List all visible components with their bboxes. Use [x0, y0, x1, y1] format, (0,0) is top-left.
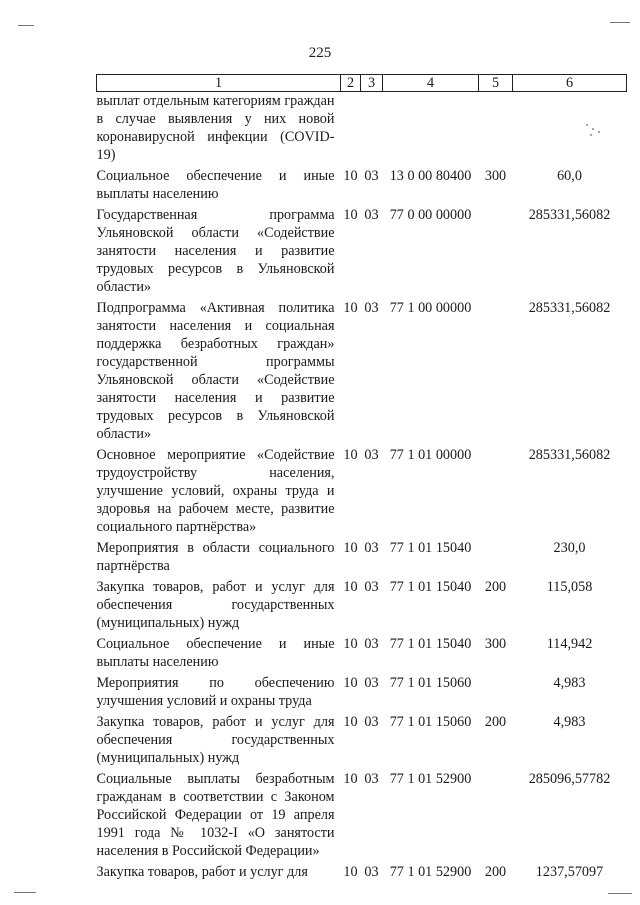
- row-subsection: 03: [364, 675, 379, 691]
- budget-table: [96, 74, 627, 884]
- table-row: [97, 578, 627, 635]
- row-subsection: 03: [364, 579, 379, 595]
- row-subsection: 03: [364, 864, 379, 880]
- row-expense-type: [479, 674, 513, 713]
- table-row: [97, 863, 627, 884]
- scan-artifact: [598, 131, 600, 133]
- row-section: 10: [343, 207, 358, 223]
- column-header-2: 2: [341, 75, 361, 92]
- row-section: 10: [343, 675, 358, 691]
- row-expense-type: 200: [484, 714, 507, 730]
- row-target-item: 77 1 01 52900: [389, 864, 472, 880]
- scan-artifact: [592, 128, 594, 130]
- row-amount: 285096,57782: [528, 771, 611, 787]
- row-name: Мероприятия в области социального партнёрства: [96, 540, 335, 574]
- row-target-item: [383, 92, 479, 168]
- row-target-item: 77 1 01 00000: [389, 447, 472, 463]
- table-row: [97, 167, 627, 206]
- row-section: 10: [343, 714, 358, 730]
- row-target-item: 77 1 01 15040: [389, 540, 472, 556]
- row-expense-type: [479, 446, 513, 539]
- row-name: Социальные выплаты безработным гражданам в соответствии с Законом Российской Федерации от 19 апреля 1991 года № 1032-I «О занятости населения в Российской Федерации»: [96, 771, 335, 859]
- row-amount: 285331,56082: [528, 207, 611, 223]
- row-name: Закупка товаров, работ и услуг для обеспечения государственных (муниципальных) нужд: [96, 714, 335, 766]
- row-expense-type: [479, 539, 513, 578]
- row-name: Государственная программа Ульяновской области «Содействие занятости населения и развитие трудовых ресурсов в Ульяновской области»: [96, 207, 335, 295]
- row-expense-type: 200: [484, 579, 507, 595]
- table-row: [97, 446, 627, 539]
- row-subsection: 03: [364, 447, 379, 463]
- row-amount: 230,0: [553, 540, 586, 556]
- scan-artifact: [18, 25, 34, 26]
- table-row: [97, 770, 627, 863]
- row-name: Социальное обеспечение и иные выплаты населению: [96, 636, 335, 670]
- column-header-3: 3: [361, 75, 383, 92]
- row-target-item: 77 1 01 15040: [389, 579, 472, 595]
- table-row: [97, 635, 627, 674]
- row-section: 10: [343, 636, 358, 652]
- row-subsection: 03: [364, 300, 379, 316]
- row-target-item: 77 1 01 15040: [389, 636, 472, 652]
- row-name: Мероприятия по обеспечению улучшения условий и охраны труда: [96, 675, 335, 709]
- row-name: выплат отдельным категориям граждан в случае выявления у них новой коронавирусной инфекции (COVID-19): [96, 93, 335, 163]
- table-row: [97, 539, 627, 578]
- row-name: Подпрограмма «Активная политика занятости населения и социальная поддержка безработных граждан» государственной программы Ульяновской области «Содействие занятости населения и развитие трудовых ресурсов в Ульяновской области»: [96, 300, 335, 442]
- row-section: 10: [343, 771, 358, 787]
- column-number-header: [97, 75, 627, 92]
- column-header-5: 5: [479, 75, 513, 92]
- table-row: [97, 713, 627, 770]
- scan-artifact: [590, 134, 592, 136]
- row-amount: 4,983: [553, 675, 586, 691]
- row-subsection: 03: [364, 168, 379, 184]
- scan-artifact: [608, 893, 632, 894]
- row-section: 10: [343, 540, 358, 556]
- row-amount: 4,983: [553, 714, 586, 730]
- row-target-item: 77 1 01 15060: [389, 714, 472, 730]
- row-expense-type: [479, 92, 513, 168]
- row-expense-type: 300: [484, 636, 507, 652]
- row-section: 10: [343, 864, 358, 880]
- table-row: [97, 674, 627, 713]
- row-expense-type: [479, 299, 513, 446]
- column-header-4: 4: [383, 75, 479, 92]
- scan-artifact: [586, 124, 588, 126]
- row-expense-type: [479, 770, 513, 863]
- row-expense-type: 300: [484, 168, 507, 184]
- row-target-item: 77 1 01 15060: [389, 675, 472, 691]
- row-amount: [513, 92, 627, 168]
- row-target-item: 77 1 00 00000: [389, 300, 472, 316]
- table-row: [97, 92, 627, 168]
- row-amount: 285331,56082: [528, 447, 611, 463]
- row-amount: 1237,57097: [535, 864, 604, 880]
- row-section: 10: [343, 168, 358, 184]
- row-section: 10: [343, 447, 358, 463]
- row-section: 10: [343, 579, 358, 595]
- row-section: [341, 92, 361, 168]
- column-header-6: 6: [513, 75, 627, 92]
- row-amount: 60,0: [557, 168, 582, 184]
- row-subsection: 03: [364, 636, 379, 652]
- row-name: Закупка товаров, работ и услуг для обеспечения государственных (муниципальных) нужд: [96, 579, 335, 631]
- row-name: Закупка товаров, работ и услуг для: [96, 864, 308, 880]
- table-row: [97, 299, 627, 446]
- row-amount: 285331,56082: [528, 300, 611, 316]
- scan-artifact: [610, 22, 630, 23]
- scan-artifact: [14, 892, 36, 893]
- row-name: Основное мероприятие «Содействие трудоустройству населения, улучшение условий, охраны труда и здоровья на рабочем месте, развитие социального партнёрства»: [96, 447, 335, 535]
- row-target-item: 13 0 00 80400: [389, 168, 472, 184]
- row-subsection: [361, 92, 383, 168]
- column-header-1: 1: [97, 75, 341, 92]
- row-amount: 115,058: [546, 579, 593, 595]
- row-target-item: 77 0 00 00000: [389, 207, 472, 223]
- row-name: Социальное обеспечение и иные выплаты населению: [96, 168, 335, 202]
- row-target-item: 77 1 01 52900: [389, 771, 472, 787]
- row-subsection: 03: [364, 714, 379, 730]
- row-subsection: 03: [364, 540, 379, 556]
- table-row: [97, 206, 627, 299]
- page-number: 225: [308, 45, 332, 61]
- row-section: 10: [343, 300, 358, 316]
- row-expense-type: [479, 206, 513, 299]
- row-amount: 114,942: [546, 636, 593, 652]
- row-subsection: 03: [364, 771, 379, 787]
- row-expense-type: 200: [484, 864, 507, 880]
- row-subsection: 03: [364, 207, 379, 223]
